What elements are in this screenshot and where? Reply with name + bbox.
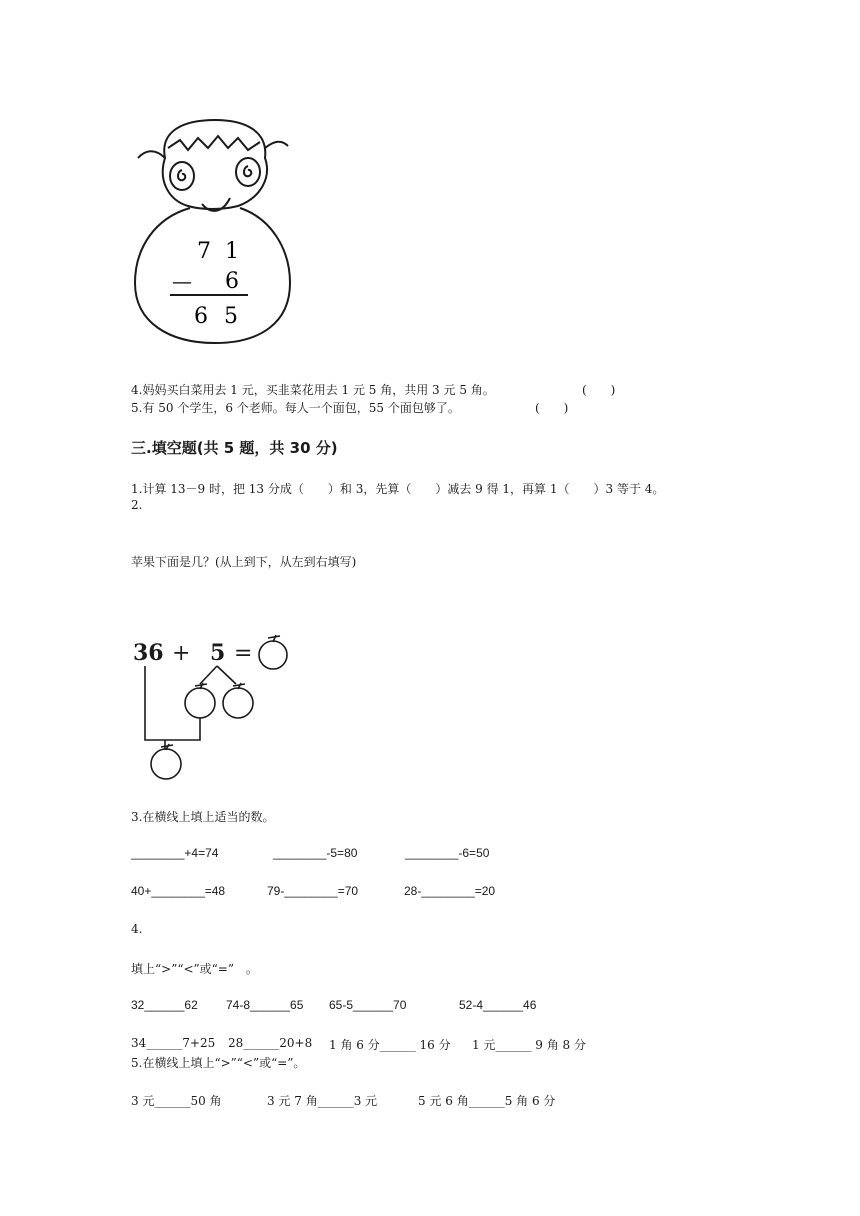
number-36: 36: [133, 640, 164, 666]
fill-question-1: 1.计算 13－9 时，把 13 分成（ ）和 3，先算（ ）减去 9 得 1，再算 1（ ）3 等于 4。: [131, 482, 665, 496]
doll-digit-mid: 6: [225, 269, 239, 294]
q3-blank-1[interactable]: ________+4=74: [131, 846, 219, 860]
q4-compare-7[interactable]: 1 角 6 分______ 16 分: [329, 1038, 451, 1052]
q3-blank-5[interactable]: 79-________=70: [267, 884, 359, 898]
plus-sign: +: [172, 641, 191, 666]
q4-compare-1[interactable]: 32______62: [131, 998, 198, 1012]
apple-result-icon: [259, 641, 287, 669]
judge-question-4: [131, 381, 495, 398]
doll-digit-res2: 5: [224, 304, 238, 329]
q4-compare-3[interactable]: 65-5______70: [329, 998, 407, 1012]
q3-blank-3[interactable]: ________-6=50: [405, 846, 490, 860]
q4-compare-4[interactable]: 52-4______46: [459, 998, 537, 1012]
apple-split-left-icon: [185, 688, 215, 718]
q5-compare-1[interactable]: 3 元______50 角: [131, 1094, 222, 1108]
q4-compare-6[interactable]: 28______20+8: [228, 1036, 313, 1050]
q5-compare-2[interactable]: 3 元 7 角______3 元: [267, 1094, 378, 1108]
number-5: 5: [210, 640, 226, 666]
q3-blank-2[interactable]: ________-5=80: [273, 846, 358, 860]
fill-question-3: 3.在横线上填上适当的数。: [131, 810, 275, 824]
fill-question-4-prompt: 填上“>”“<”或“=” 。: [131, 962, 258, 976]
apple-decomposition-figure: [130, 632, 305, 782]
judge-question-5-answer[interactable]: ( ): [535, 401, 569, 415]
doll-digit-top2: 1: [225, 239, 239, 264]
q4-compare-2[interactable]: 74-8______65: [226, 998, 304, 1012]
fill-question-2-prompt: 苹果下面是几？(从上到下，从左到右填写): [131, 555, 357, 569]
judge-question-5: [131, 399, 460, 416]
judge-question-4-answer[interactable]: ( ): [582, 383, 616, 397]
equals-sign: =: [234, 641, 253, 666]
judge-question-4-text: 4.妈妈买白菜用去 1 元，买韭菜花用去 1 元 5 角，共用 3 元 5 角。: [131, 383, 495, 397]
q5-compare-3[interactable]: 5 元 6 角______5 角 6 分: [418, 1094, 556, 1108]
apple-split-right-icon: [223, 688, 253, 718]
q3-blank-4[interactable]: 40+________=48: [131, 884, 226, 898]
judge-question-5-text: 5.有 50 个学生，6 个老师。每人一个面包，55 个面包够了。: [131, 401, 460, 415]
section-3-title: 三.填空题(共 5 题，共 30 分): [131, 439, 338, 457]
q4-compare-8[interactable]: 1 元______ 9 角 8 分: [472, 1038, 586, 1052]
q3-blank-6[interactable]: 28-________=20: [404, 884, 496, 898]
q4-compare-5[interactable]: 34______7+25: [131, 1036, 216, 1050]
doll-subtraction-figure: [130, 118, 300, 348]
apple-bottom-icon: [151, 749, 181, 779]
doll-minus-sign: —: [172, 269, 192, 293]
doll-digit-top1: 7: [197, 239, 211, 264]
fill-question-4-number: 4.: [131, 922, 143, 936]
fill-question-5: 5.在横线上填上“>”“<”或“=”。: [131, 1056, 306, 1070]
doll-digit-res1: 6: [194, 304, 208, 329]
fill-question-2-number: 2.: [131, 498, 143, 512]
